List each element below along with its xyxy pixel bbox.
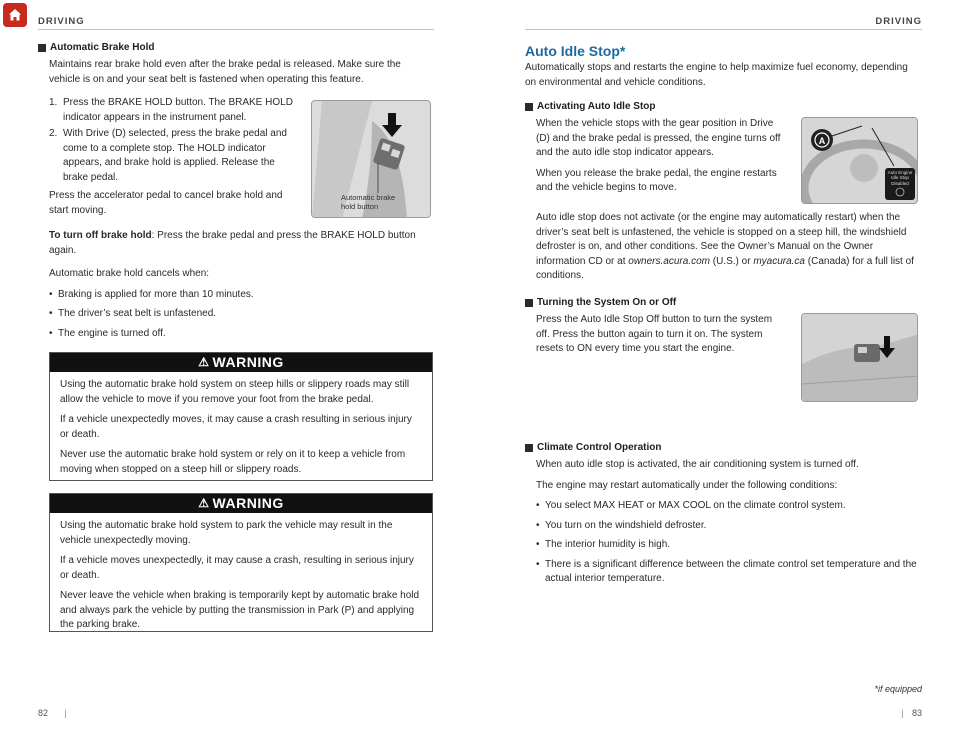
list-item: • The engine is turned off. <box>49 327 434 342</box>
turn-off-text: : Press the brake pedal and press the BRAKE HOLD button again. <box>49 230 416 256</box>
turn-off-label: To turn off brake hold <box>49 230 152 241</box>
display-line: Auto Engine <box>887 170 913 175</box>
warning-paragraph: If a vehicle unexpectedly moves, it may cause a crash resulting in serious injury or death. <box>60 414 412 440</box>
warning-paragraph: Never leave the vehicle when braking is temporarily kept by automatic brake hold and always park the vehicle by putting the transmission in Park (P) and applying the parking brake. <box>60 590 420 630</box>
warning-triangle-icon: ⚠ <box>198 354 210 369</box>
warning-box-2 <box>49 493 433 632</box>
bullet-text: The driver’s seat belt is unfastened. <box>58 308 217 319</box>
console-button-illustration <box>802 314 918 402</box>
step-item <box>49 127 299 185</box>
brake-hold-steps <box>49 96 299 224</box>
step-number: 2. <box>49 128 58 139</box>
figure-caption <box>341 194 421 211</box>
warning-header <box>50 494 432 513</box>
conditions-text: Auto idle stop does not activate (or the engine may automatically restart) when the driver’s seat belt is unfastened, the vehicle is stopped on a steep hill, the windshield defroster is on, and other conditions. See the Owner’s Manual on the Owner information CD or at <box>536 212 907 267</box>
left-header-rule <box>38 29 434 30</box>
cancel-conditions <box>49 267 434 346</box>
display-line: Disabled <box>891 180 909 186</box>
warning-body <box>50 372 432 477</box>
bullet-text: Braking is applied for more than 10 minutes. <box>58 288 254 300</box>
heading-square-icon <box>525 444 533 452</box>
warning-paragraph: Using the automatic brake hold system on steep hills or slippery roads may still allow the vehicle to move if you remove your foot from the brake pedal. <box>60 379 410 405</box>
list-item: • Braking is applied for more than 10 minutes. <box>49 288 434 303</box>
section-heading-activating <box>525 100 656 115</box>
activation-conditions <box>536 211 920 284</box>
cancel-instruction: Press the accelerator pedal to cancel brake hold and start moving. <box>49 190 283 216</box>
warning-paragraph: Never use the automatic brake hold system or rely on it to keep a vehicle from moving when stopped on a steep hill or slippery roads. <box>60 449 406 475</box>
warning-paragraph: If a vehicle moves unexpectedly, it may cause a crash, resulting in serious injury or death. <box>60 555 414 581</box>
climate-p1: When auto idle stop is activated, the air conditioning system is turned off. <box>536 459 859 470</box>
bullet-text: The engine is turned off. <box>58 327 166 339</box>
heading-text: Activating Auto Idle Stop <box>537 101 656 112</box>
svg-text:A: A <box>818 136 826 146</box>
page-number-divider: | <box>901 708 904 718</box>
turning-paragraph: Press the Auto Idle Stop Off button to turn the system off. Press the button again to turn it on. The system resets to ON every time you start the engine. <box>536 314 773 354</box>
page-number-text: 82 <box>38 708 49 718</box>
brake-hold-intro: Maintains rear brake hold even after the brake pedal is released. Make sure the vehicle is on and your seat belt is fastened when operating this feature. <box>49 59 401 85</box>
left-page-number <box>38 707 67 720</box>
section-heading-turning <box>525 296 676 311</box>
activating-paragraphs <box>536 117 786 202</box>
page-number-divider: | <box>64 708 67 718</box>
auto-idle-stop-intro: Automatically stops and restarts the engine to help maximize fuel economy, depending on environmental and vehicle conditions. <box>525 62 908 88</box>
list-item: • The interior humidity is high. <box>536 538 920 553</box>
bullet-text: You turn on the windshield defroster. <box>545 519 707 531</box>
page-number-text: 83 <box>911 708 922 718</box>
heading-square-icon <box>525 103 533 111</box>
section-heading-brake-hold <box>38 41 154 56</box>
step-text: Press the BRAKE HOLD button. The BRAKE HOLD indicator appears in the instrument panel. <box>63 97 293 123</box>
cancel-conditions-intro: Automatic brake hold cancels when: <box>49 268 210 279</box>
bullet-text: You select MAX HEAT or MAX COOL on the climate control system. <box>545 500 846 511</box>
warning-box-1 <box>49 352 433 481</box>
conditions-text: (U.S.) or <box>709 255 754 267</box>
idle-stop-display <box>885 170 915 186</box>
warning-body <box>50 513 432 633</box>
bullet-text: The interior humidity is high. <box>545 539 671 550</box>
climate-paragraphs <box>536 458 920 592</box>
home-icon <box>7 7 23 23</box>
caption-line-1: Automatic brake <box>341 193 396 202</box>
step-text: With Drive (D) selected, press the brake pedal and come to a complete stop. The HOLD indicator appears, and brake hold is applied. Release the brake pedal. <box>63 128 287 183</box>
canada-site-link[interactable]: myacura.ca <box>753 255 805 267</box>
climate-p2: The engine may restart automatically under the following conditions: <box>536 479 838 491</box>
owners-site-link[interactable]: owners.acura.com <box>628 255 710 267</box>
heading-text: Automatic Brake Hold <box>50 42 155 53</box>
right-header-rule <box>525 29 922 30</box>
instrument-panel-figure <box>801 117 918 204</box>
warning-paragraph: Using the automatic brake hold system to park the vehicle may result in the vehicle unexpectedly moving. <box>60 520 393 546</box>
right-page-number <box>901 707 922 720</box>
list-item: • There is a significant difference between the climate control set temperature and the actual interior temperature. <box>536 558 920 587</box>
caption-line-2: hold button <box>341 201 379 211</box>
heading-square-icon <box>38 44 46 52</box>
list-item: • The driver’s seat belt is unfastened. <box>49 307 434 322</box>
left-section-label: DRIVING <box>38 16 85 27</box>
list-item: • You select MAX HEAT or MAX COOL on the climate control system. <box>536 499 920 514</box>
heading-text: Turning the System On or Off <box>537 297 677 308</box>
conditions-text: (Canada) for a full list of conditions. <box>536 255 914 281</box>
heading-text: Climate Control Operation <box>537 442 662 453</box>
bullet-text: There is a significant difference between the climate control set temperature and the actual interior temperature. <box>545 558 917 584</box>
turn-off-brake-hold <box>49 229 434 258</box>
activating-p2: When you release the brake pedal, the engine restarts and the vehicle begins to move. <box>536 167 777 193</box>
step-item <box>49 96 299 125</box>
list-item: • You turn on the windshield defroster. <box>536 519 920 534</box>
instrument-panel-illustration <box>802 118 918 204</box>
display-line: Idle Stop <box>891 175 909 181</box>
heading-square-icon <box>525 299 533 307</box>
warning-label: WARNING <box>212 354 284 371</box>
section-heading-climate <box>525 441 661 456</box>
right-section-label: DRIVING <box>875 16 922 27</box>
footnote: *if equipped <box>874 684 922 694</box>
home-button[interactable] <box>3 3 27 27</box>
activating-p1: When the vehicle stops with the gear position in Drive (D) and the brake pedal is pressed, the engine turns off and the auto idle stop indicator appears. <box>536 118 781 158</box>
idle-stop-button-figure <box>801 313 918 402</box>
page-title: Auto Idle Stop* <box>525 43 626 59</box>
step-number: 1. <box>49 97 58 108</box>
warning-header <box>50 353 432 372</box>
warning-label: WARNING <box>212 495 284 512</box>
warning-triangle-icon: ⚠ <box>198 495 210 510</box>
